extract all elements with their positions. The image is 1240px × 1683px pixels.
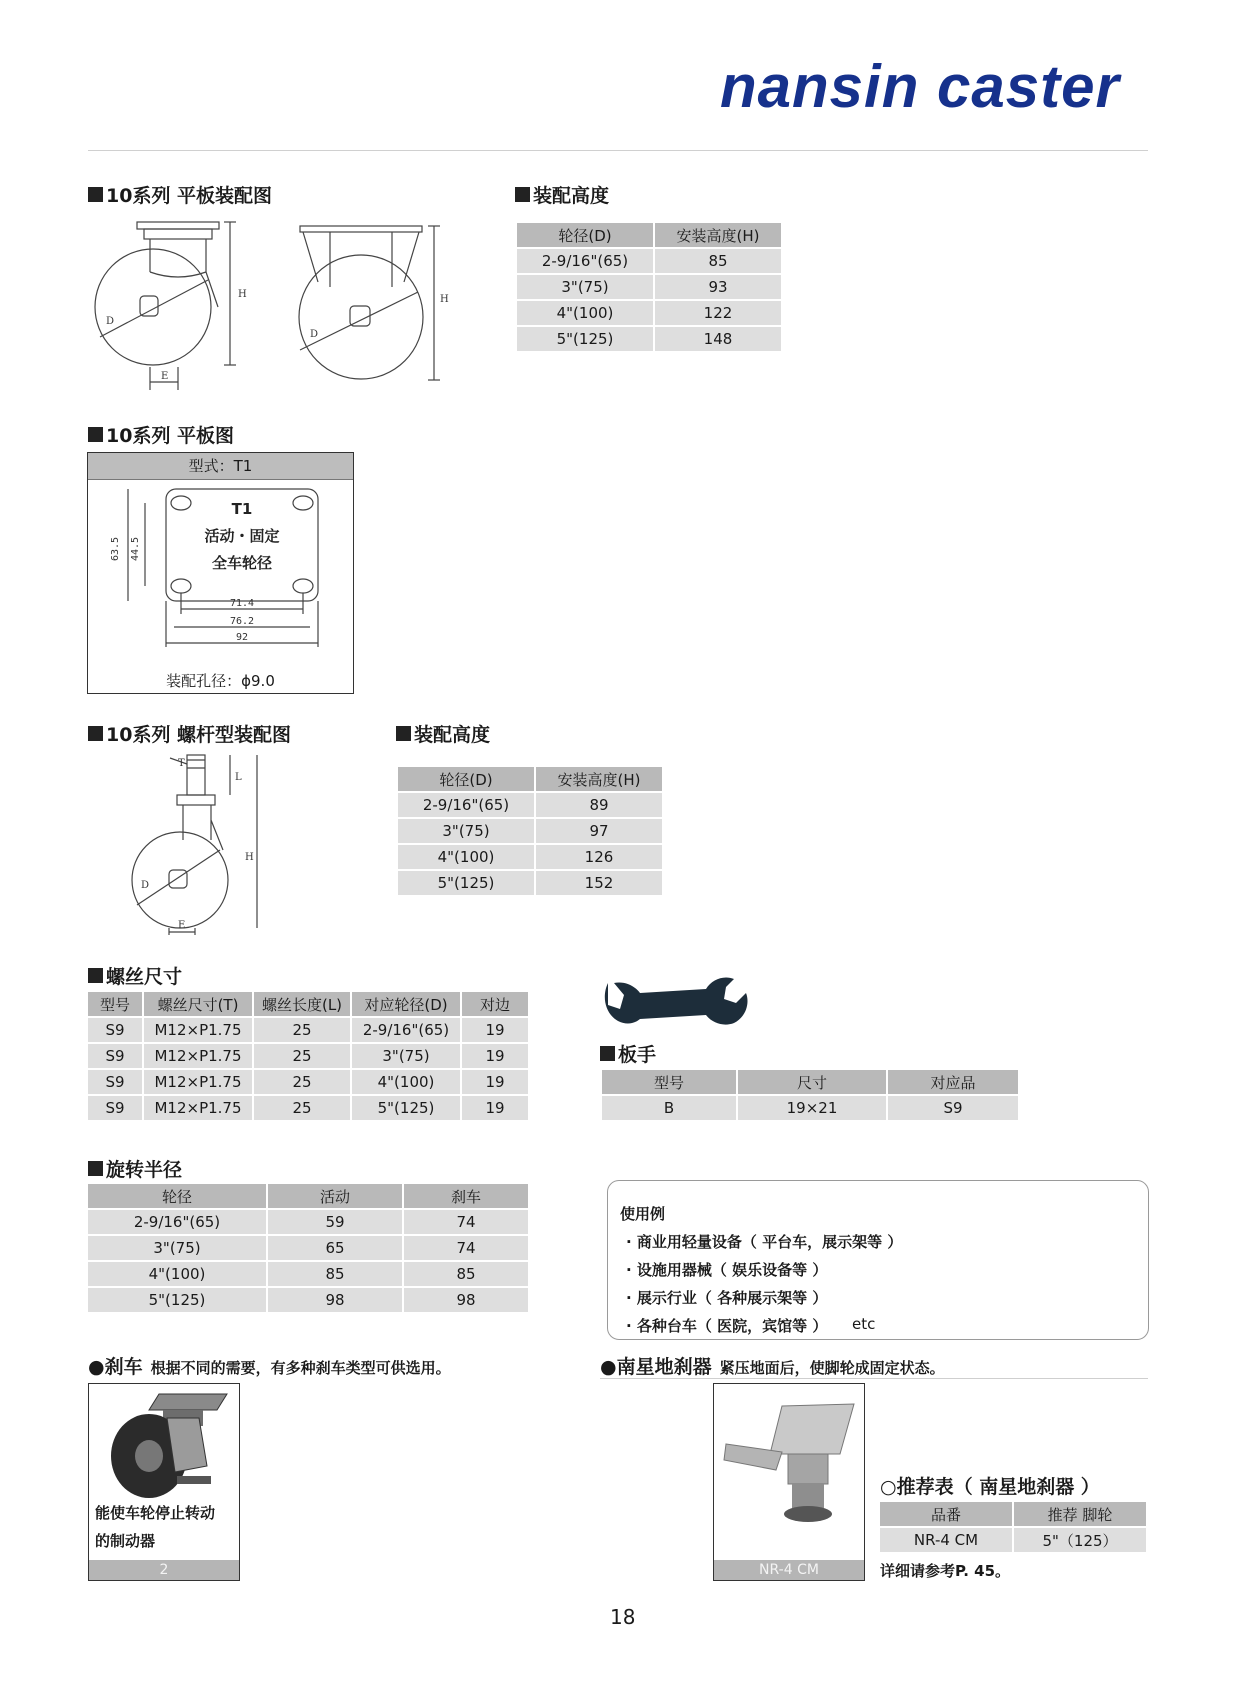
dim-71-4: 71.4 — [229, 598, 255, 609]
usage-item: · 商业用轻量设备（ 平台车，展示架等 ） — [626, 1233, 903, 1251]
brake-caption: 2 — [89, 1560, 239, 1580]
header-cell: 安装高度(H) — [536, 767, 662, 791]
header-cell: 品番 — [880, 1502, 1012, 1526]
brake-heading: ●刹车 根据不同的需要，有多种刹车类型可供选用。 — [88, 1356, 451, 1378]
header-cell: 轮径(D) — [517, 223, 653, 247]
label-l: L — [235, 772, 242, 783]
floor-lock-photo — [713, 1383, 865, 1581]
brake-photo — [88, 1383, 240, 1581]
header-cell: 轮径 — [88, 1184, 266, 1208]
floor-lock-image — [722, 1394, 856, 1544]
usage-item: · 设施用器械（ 娱乐设备等 ） — [626, 1261, 828, 1279]
table-row: 2-9/16"(65) 89 — [398, 793, 662, 817]
section-title-stem-assembly: 10系列 螺杆型装配图 — [88, 720, 291, 747]
table-row: 4"(100) 85 85 — [88, 1262, 528, 1286]
section-title-wrench: 板手 — [600, 1040, 656, 1067]
label-d3: D — [141, 880, 150, 891]
header-cell: 推荐 脚轮 — [1014, 1502, 1146, 1526]
label-d2: D — [310, 329, 319, 340]
label-h3: H — [245, 852, 254, 863]
thread-table — [86, 990, 530, 1122]
table-row: 2-9/16"(65) 59 74 — [88, 1210, 528, 1234]
dim-63-5: 63.5 — [110, 536, 121, 562]
table-row: 3"(75) 97 — [398, 819, 662, 843]
plate-hole-diameter: 装配孔径：ϕ9.0 — [166, 672, 275, 690]
label-d1: D — [106, 316, 115, 327]
usage-etc: etc — [852, 1315, 876, 1333]
header-cell: 螺丝尺寸(T) — [144, 992, 252, 1016]
header-cell: 对应轮径(D) — [352, 992, 460, 1016]
recommend-table — [878, 1500, 1148, 1554]
height-table-2 — [396, 765, 664, 897]
label-e1: E — [161, 371, 169, 382]
swivel-table — [86, 1182, 530, 1314]
section-title-height-1: 装配高度 — [515, 181, 609, 208]
section-title-plate-diagram: 10系列 平板图 — [88, 421, 234, 448]
plate-type: 活动・固定 — [204, 527, 280, 545]
header-cell: 刹车 — [404, 1184, 528, 1208]
table-row: 5"(125) 148 — [517, 327, 781, 351]
label-e3: E — [178, 920, 186, 931]
stem-assembly-drawing — [125, 750, 265, 935]
plate-assembly-drawing — [88, 212, 468, 397]
dim-44-5: 44.5 — [130, 536, 141, 562]
plate-size: 全车轮径 — [211, 554, 273, 572]
height-table-1 — [515, 221, 783, 353]
usage-title: 使用例 — [620, 1205, 666, 1223]
wrench-table — [600, 1068, 1020, 1122]
label-t: T — [178, 758, 185, 769]
brake-text-2: 的制动器 — [95, 1532, 156, 1550]
usage-box — [607, 1180, 1149, 1340]
floor-lock-divider — [600, 1378, 1148, 1379]
section-title-plate-assembly: 10系列 平板装配图 — [88, 181, 272, 208]
table-row: 5"(125) 98 98 — [88, 1288, 528, 1312]
section-title-swivel: 旋转半径 — [88, 1155, 182, 1182]
brake-text-1: 能使车轮停止转动 — [95, 1504, 216, 1522]
table-row: B 19×21 S9 — [602, 1096, 1018, 1120]
label-h1: H — [238, 289, 247, 300]
header-cell: 尺寸 — [738, 1070, 886, 1094]
recommend-title: ○推荐表（ 南星地刹器 ） — [880, 1476, 1100, 1498]
usage-item: · 展示行业（ 各种展示架等 ） — [626, 1289, 828, 1307]
page-number: 18 — [610, 1605, 636, 1629]
header-divider — [88, 150, 1148, 151]
header-cell: 型号 — [602, 1070, 736, 1094]
header-cell: 螺丝长度(L) — [254, 992, 350, 1016]
reference-note: 详细请参考P. 45。 — [880, 1562, 1011, 1580]
dim-92: 92 — [235, 632, 249, 643]
table-row: 4"(100) 122 — [517, 301, 781, 325]
brake-caster-image — [99, 1388, 229, 1498]
section-title-thread: 螺丝尺寸 — [88, 962, 182, 989]
plate-diagram-box — [87, 452, 354, 694]
table-row: S9 M12×P1.75 25 3"(75) 19 — [88, 1044, 528, 1068]
table-row: S9 M12×P1.75 25 5"(125) 19 — [88, 1096, 528, 1120]
table-row: S9 M12×P1.75 25 4"(100) 19 — [88, 1070, 528, 1094]
table-row: 2-9/16"(65) 85 — [517, 249, 781, 273]
plate-name: T1 — [231, 500, 253, 518]
floor-lock-caption: NR-4 CM — [714, 1560, 864, 1580]
table-row: 4"(100) 126 — [398, 845, 662, 869]
label-h2: H — [440, 294, 449, 305]
table-row: 5"(125) 152 — [398, 871, 662, 895]
header-cell: 活动 — [268, 1184, 402, 1208]
plate-model: 型式：T1 — [88, 453, 353, 480]
table-row: NR-4 CM 5"（125） — [880, 1528, 1146, 1552]
table-row: 3"(75) 65 74 — [88, 1236, 528, 1260]
dim-76-2: 76.2 — [229, 616, 255, 627]
table-row: 3"(75) 93 — [517, 275, 781, 299]
floor-lock-heading: ●南星地刹器 紧压地面后，使脚轮成固定状态。 — [600, 1356, 945, 1378]
table-row: S9 M12×P1.75 25 2-9/16"(65) 19 — [88, 1018, 528, 1042]
header-cell: 轮径(D) — [398, 767, 534, 791]
header-cell: 对边 — [462, 992, 528, 1016]
section-title-height-2: 装配高度 — [396, 720, 490, 747]
wrench-icon — [600, 975, 750, 1035]
usage-item: · 各种台车（ 医院，宾馆等 ） — [626, 1317, 828, 1335]
header-cell: 型号 — [88, 992, 142, 1016]
plate-drawing — [88, 479, 353, 669]
brand-logo: nansin caster — [720, 53, 1120, 120]
header-cell: 对应品 — [888, 1070, 1018, 1094]
header-cell: 安装高度(H) — [655, 223, 781, 247]
